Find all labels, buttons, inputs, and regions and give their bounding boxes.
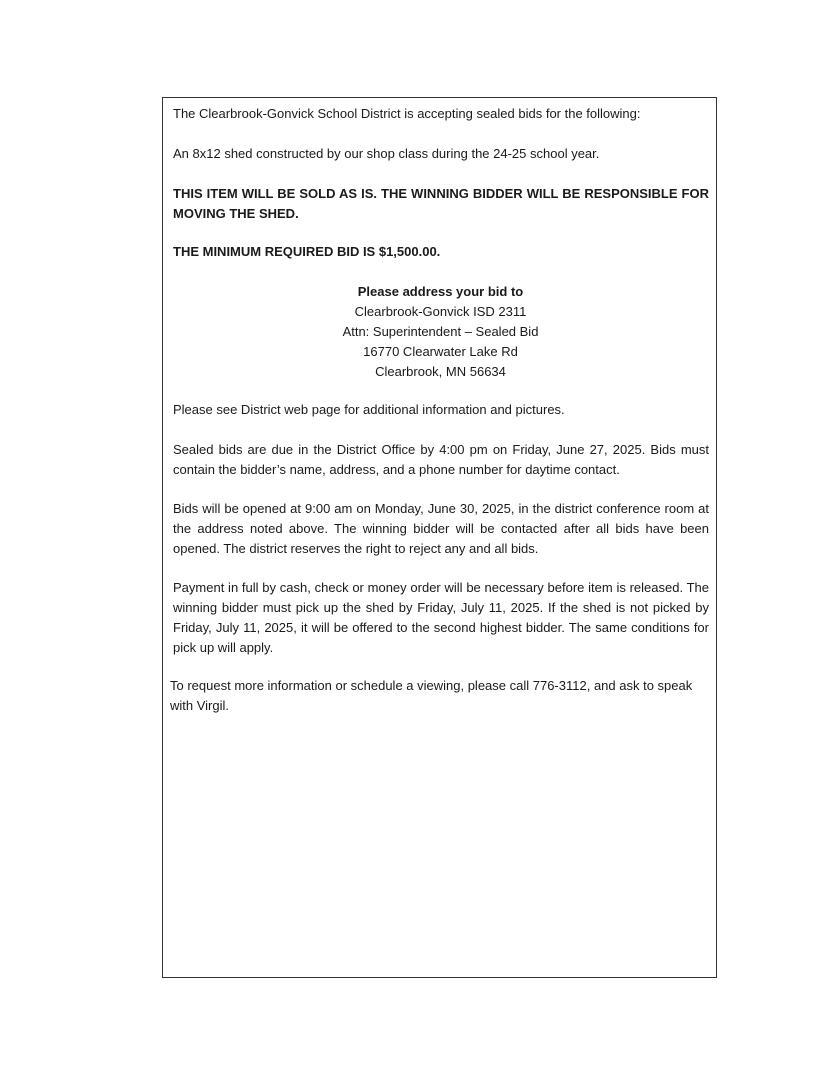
web-page-note: Please see District web page for additional information and pictures. <box>173 402 565 417</box>
address-line-1: Clearbrook-Gonvick ISD 2311 <box>354 304 527 319</box>
address-heading: Please address your bid to <box>357 284 524 299</box>
bid-notice-box <box>162 97 717 978</box>
item-description: An 8x12 shed constructed by our shop class during the 24-25 school year. <box>173 146 600 161</box>
address-line-2: Attn: Superintendent – Sealed Bid <box>342 324 539 339</box>
address-line-3: 16770 Clearwater Lake Rd <box>363 344 518 359</box>
address-line-4: Clearbrook, MN 56634 <box>375 364 506 379</box>
contact-text: To request more information or schedule a viewing, please call 776-3112, and ask to speak with Virgil. <box>170 678 693 713</box>
as-is-notice: THIS ITEM WILL BE SOLD AS IS. THE WINNING BIDDER WILL BE RESPONSIBLE FOR MOVING THE SHED. <box>173 186 709 221</box>
intro-text: The Clearbrook-Gonvick School District is accepting sealed bids for the following: <box>173 106 641 121</box>
bid-opening-text: Bids will be opened at 9:00 am on Monday, June 30, 2025, in the district conference room at the address noted above. The winning bidder will be contacted after all bids have been opened. The district reserves the right to reject any and all bids. <box>173 501 709 556</box>
bid-address-block <box>163 282 718 382</box>
due-date-text: Sealed bids are due in the District Office by 4:00 pm on Friday, June 27, 2025. Bids must contain the bidder’s name, address, and a phone number for daytime contact. <box>173 442 709 477</box>
minimum-bid: THE MINIMUM REQUIRED BID IS $1,500.00. <box>173 244 441 259</box>
payment-text: Payment in full by cash, check or money order will be necessary before item is released. The winning bidder must pick up the shed by Friday, July 11, 2025. If the shed is not picked by Friday, July 11, 2025, it will be offered to the second highest bidder. The same conditions for pick up will apply. <box>173 580 709 655</box>
